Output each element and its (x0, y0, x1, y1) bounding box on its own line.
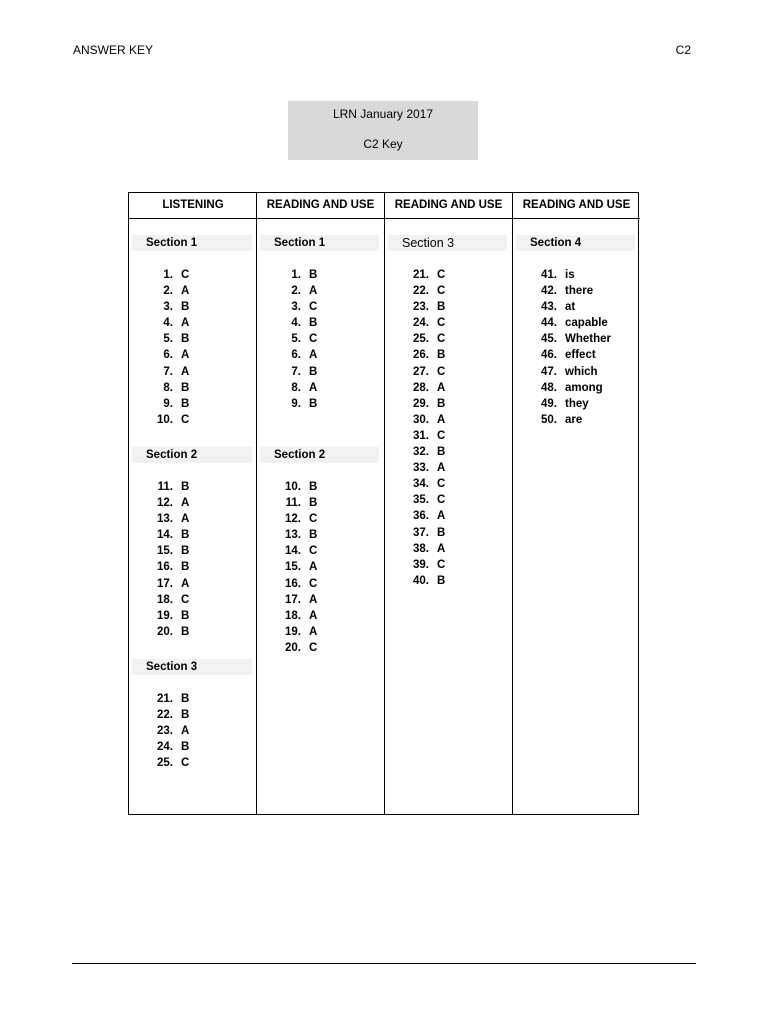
answer-row (257, 511, 384, 527)
answer-value: C (309, 641, 318, 654)
answer-value: B (309, 529, 318, 542)
answer-row (129, 624, 257, 640)
answer-number: 13. (157, 513, 173, 526)
answer-value: B (309, 365, 318, 378)
answer-row (257, 527, 384, 543)
answer-row (513, 283, 640, 299)
answer-row (385, 492, 512, 508)
column-heading: LISTENING (129, 193, 257, 219)
section-label: Section 3 (388, 235, 507, 251)
answer-value: B (181, 625, 190, 638)
section-block (257, 447, 384, 656)
answer-row (385, 525, 512, 541)
answer-number: 8. (291, 381, 301, 394)
answer-value: A (181, 365, 190, 378)
answer-value: B (181, 741, 190, 754)
answer-value: A (437, 542, 446, 555)
answer-row (385, 476, 512, 492)
answer-value: C (437, 429, 446, 442)
answer-row (257, 331, 384, 347)
answer-row (129, 723, 257, 739)
answer-value: effect (565, 349, 596, 362)
answer-value: C (181, 269, 190, 281)
answer-row (385, 315, 512, 331)
answer-number: 15. (285, 561, 301, 574)
answer-value: A (181, 725, 190, 738)
title-box (288, 101, 478, 160)
answer-number: 33. (413, 462, 429, 475)
section-block (257, 235, 384, 412)
answer-value: B (181, 333, 190, 346)
answer-row (385, 573, 512, 589)
answer-row (129, 364, 257, 380)
section-block (513, 235, 640, 428)
answer-value: B (437, 301, 446, 314)
answer-row (257, 364, 384, 380)
answer-value: A (437, 413, 446, 426)
answer-row (129, 576, 257, 592)
answer-row (257, 267, 384, 283)
answer-number: 2. (163, 285, 173, 298)
answer-value: A (181, 285, 190, 298)
answer-number: 27. (413, 365, 429, 378)
answer-value: A (181, 497, 190, 510)
answer-number: 2. (291, 285, 301, 298)
answer-number: 12. (285, 513, 301, 526)
answer-number: 19. (285, 625, 301, 638)
answer-row (513, 267, 640, 283)
header-left-text: ANSWER KEY (73, 43, 154, 57)
answer-row (129, 331, 257, 347)
answer-row (257, 592, 384, 608)
column-reading-2 (384, 193, 512, 814)
answer-value: B (181, 561, 190, 574)
answer-row (129, 559, 257, 575)
answer-value: B (309, 497, 318, 510)
answer-number: 20. (157, 625, 173, 638)
answer-number: 41. (541, 269, 557, 281)
answer-row (257, 396, 384, 412)
answer-number: 50. (541, 413, 557, 426)
answer-value: B (181, 301, 190, 314)
answer-value: C (437, 365, 446, 378)
answer-value: B (437, 446, 446, 459)
answer-row (513, 412, 640, 428)
answer-number: 19. (157, 609, 173, 622)
answer-row (513, 331, 640, 347)
column-heading: READING AND USE (257, 193, 384, 219)
answer-number: 34. (413, 478, 429, 491)
answer-row (129, 347, 257, 363)
answer-row (385, 428, 512, 444)
answer-number: 29. (413, 397, 429, 410)
answer-number: 10. (157, 413, 173, 426)
answer-value: C (437, 333, 446, 346)
answer-number: 24. (157, 741, 173, 754)
answer-number: 12. (157, 497, 173, 510)
answer-row (129, 380, 257, 396)
answer-number: 48. (541, 381, 557, 394)
answer-value: at (565, 301, 576, 314)
answer-row (257, 640, 384, 656)
section-label: Section 1 (260, 235, 379, 251)
answer-row (129, 283, 257, 299)
answer-number: 35. (413, 494, 429, 507)
section-block (129, 447, 257, 640)
answer-value: A (309, 609, 318, 622)
answer-row (385, 557, 512, 573)
answer-value: A (309, 381, 318, 394)
answer-row (257, 347, 384, 363)
answer-number: 11. (157, 481, 173, 493)
answer-value: A (309, 625, 318, 638)
column-heading: READING AND USE (513, 193, 640, 219)
answer-number: 31. (413, 429, 429, 442)
answer-row (385, 283, 512, 299)
answer-list (129, 267, 257, 428)
answer-number: 40. (413, 574, 429, 587)
answer-number: 39. (413, 558, 429, 571)
answer-value: C (437, 285, 446, 298)
answer-value: B (181, 481, 190, 493)
answer-value: A (181, 349, 190, 362)
answer-value: Whether (565, 333, 611, 346)
answer-number: 23. (413, 301, 429, 314)
answer-number: 47. (541, 365, 557, 378)
title-line-2: C2 Key (363, 137, 403, 151)
answer-row (129, 543, 257, 559)
answer-number: 30. (413, 413, 429, 426)
answer-value: B (437, 349, 446, 362)
answer-number: 32. (413, 446, 429, 459)
answer-value: A (309, 349, 318, 362)
answer-number: 45. (541, 333, 557, 346)
column-reading-1 (256, 193, 384, 814)
answer-row (129, 315, 257, 331)
answer-number: 3. (163, 301, 173, 314)
answer-number: 16. (285, 577, 301, 590)
answer-value: is (565, 269, 575, 281)
answer-value: C (181, 757, 190, 770)
answer-list (257, 479, 384, 656)
answer-number: 6. (163, 349, 173, 362)
answer-value: A (309, 561, 318, 574)
section-label: Section 3 (132, 659, 252, 675)
answer-row (129, 511, 257, 527)
answer-row (129, 299, 257, 315)
answer-number: 16. (157, 561, 173, 574)
answer-row (257, 576, 384, 592)
section-label: Section 4 (516, 235, 635, 251)
answer-value: among (565, 381, 603, 394)
answer-row (257, 608, 384, 624)
column-reading-3 (512, 193, 640, 814)
answer-value: A (309, 593, 318, 606)
answer-list (513, 267, 640, 428)
answer-row (129, 396, 257, 412)
answer-value: are (565, 413, 583, 426)
column-listening (129, 193, 257, 814)
answer-number: 4. (163, 317, 173, 330)
answer-row (385, 347, 512, 363)
answer-number: 18. (285, 609, 301, 622)
answer-value: B (181, 529, 190, 542)
answer-value: C (437, 478, 446, 491)
answer-row (385, 380, 512, 396)
answer-row (129, 608, 257, 624)
answer-key-table (128, 192, 639, 815)
answer-row (257, 315, 384, 331)
answer-list (257, 267, 384, 412)
answer-row (257, 299, 384, 315)
answer-value: B (437, 574, 446, 587)
answer-row (257, 624, 384, 640)
answer-number: 37. (413, 526, 429, 539)
answer-number: 23. (157, 725, 173, 738)
footer-divider (72, 963, 696, 964)
answer-number: 20. (285, 641, 301, 654)
answer-number: 25. (413, 333, 429, 346)
answer-number: 6. (291, 349, 301, 362)
answer-number: 43. (541, 301, 557, 314)
answer-number: 17. (285, 593, 301, 606)
answer-number: 22. (413, 285, 429, 298)
column-heading: READING AND USE (385, 193, 512, 219)
answer-list (385, 267, 512, 589)
answer-row (385, 364, 512, 380)
answer-value: A (437, 462, 446, 475)
answer-row (513, 396, 640, 412)
section-label: Section 2 (132, 447, 252, 463)
answer-row (385, 460, 512, 476)
answer-value: B (181, 693, 190, 705)
answer-row (257, 495, 384, 511)
answer-number: 18. (157, 593, 173, 606)
answer-value: there (565, 285, 594, 298)
answer-value: B (309, 397, 318, 410)
answer-value: B (181, 545, 190, 558)
answer-row (257, 283, 384, 299)
answer-value: B (181, 709, 190, 722)
answer-value: A (309, 285, 318, 298)
answer-value: C (309, 577, 318, 590)
answer-row (513, 364, 640, 380)
section-label: Section 1 (132, 235, 252, 251)
answer-number: 7. (163, 365, 173, 378)
answer-row (129, 495, 257, 511)
answer-row (385, 541, 512, 557)
answer-row (385, 299, 512, 315)
answer-number: 21. (157, 693, 173, 705)
answer-number: 5. (163, 333, 173, 346)
answer-number: 11. (285, 497, 301, 510)
answer-number: 1. (163, 269, 173, 281)
answer-value: they (565, 397, 589, 410)
title-line-1: LRN January 2017 (332, 107, 434, 121)
answer-number: 4. (291, 317, 301, 330)
answer-row (257, 559, 384, 575)
answer-number: 9. (163, 397, 173, 410)
section-block (129, 235, 257, 428)
answer-value: C (181, 593, 190, 606)
answer-row (513, 315, 640, 331)
answer-number: 46. (541, 349, 557, 362)
answer-number: 15. (157, 545, 173, 558)
answer-value: C (437, 317, 446, 330)
header-right-text: C2 (675, 43, 691, 57)
answer-value: B (309, 317, 318, 330)
answer-number: 38. (413, 542, 429, 555)
answer-value: B (181, 381, 190, 394)
answer-value: A (437, 510, 446, 523)
answer-number: 17. (157, 577, 173, 590)
answer-row (129, 755, 257, 771)
answer-row (129, 479, 257, 495)
answer-number: 36. (413, 510, 429, 523)
answer-number: 14. (285, 545, 301, 558)
answer-row (257, 543, 384, 559)
answer-row (513, 347, 640, 363)
answer-number: 3. (291, 301, 301, 314)
answer-row (129, 527, 257, 543)
answer-number: 28. (413, 381, 429, 394)
answer-row (513, 299, 640, 315)
answer-list (129, 691, 257, 771)
answer-value: which (565, 365, 598, 378)
answer-number: 8. (163, 381, 173, 394)
answer-number: 14. (157, 529, 173, 542)
answer-value: B (437, 526, 446, 539)
answer-number: 26. (413, 349, 429, 362)
section-block (385, 235, 512, 589)
answer-number: 25. (157, 757, 173, 770)
answer-value: A (437, 381, 446, 394)
answer-value: C (309, 545, 318, 558)
answer-row (385, 267, 512, 283)
answer-number: 49. (541, 397, 557, 410)
answer-value: capable (565, 317, 608, 330)
answer-value: B (309, 481, 318, 493)
answer-row (129, 267, 257, 283)
answer-row (129, 691, 257, 707)
answer-row (129, 592, 257, 608)
answer-row (385, 331, 512, 347)
answer-row (257, 479, 384, 495)
answer-number: 5. (291, 333, 301, 346)
answer-row (129, 739, 257, 755)
answer-row (257, 380, 384, 396)
answer-value: B (181, 609, 190, 622)
answer-number: 7. (291, 365, 301, 378)
answer-value: C (181, 413, 190, 426)
answer-value: A (181, 577, 190, 590)
answer-number: 13. (285, 529, 301, 542)
answer-number: 44. (541, 317, 557, 330)
answer-row (129, 412, 257, 428)
answer-row (129, 707, 257, 723)
answer-value: B (437, 397, 446, 410)
answer-row (385, 444, 512, 460)
answer-value: B (309, 269, 318, 281)
answer-value: C (437, 494, 446, 507)
answer-value: B (181, 397, 190, 410)
answer-value: A (181, 317, 190, 330)
answer-row (385, 396, 512, 412)
answer-row (513, 380, 640, 396)
answer-list (129, 479, 257, 640)
answer-value: C (437, 558, 446, 571)
answer-row (385, 508, 512, 524)
answer-number: 24. (413, 317, 429, 330)
answer-number: 10. (285, 481, 301, 493)
section-label: Section 2 (260, 447, 379, 463)
answer-number: 42. (541, 285, 557, 298)
answer-value: C (309, 301, 318, 314)
answer-value: C (437, 269, 446, 281)
answer-value: C (309, 333, 318, 346)
answer-number: 21. (413, 269, 429, 281)
section-block (129, 659, 257, 771)
answer-value: A (181, 513, 190, 526)
answer-value: C (309, 513, 318, 526)
answer-number: 9. (291, 397, 301, 410)
answer-number: 22. (157, 709, 173, 722)
answer-number: 1. (291, 269, 301, 281)
answer-row (385, 412, 512, 428)
